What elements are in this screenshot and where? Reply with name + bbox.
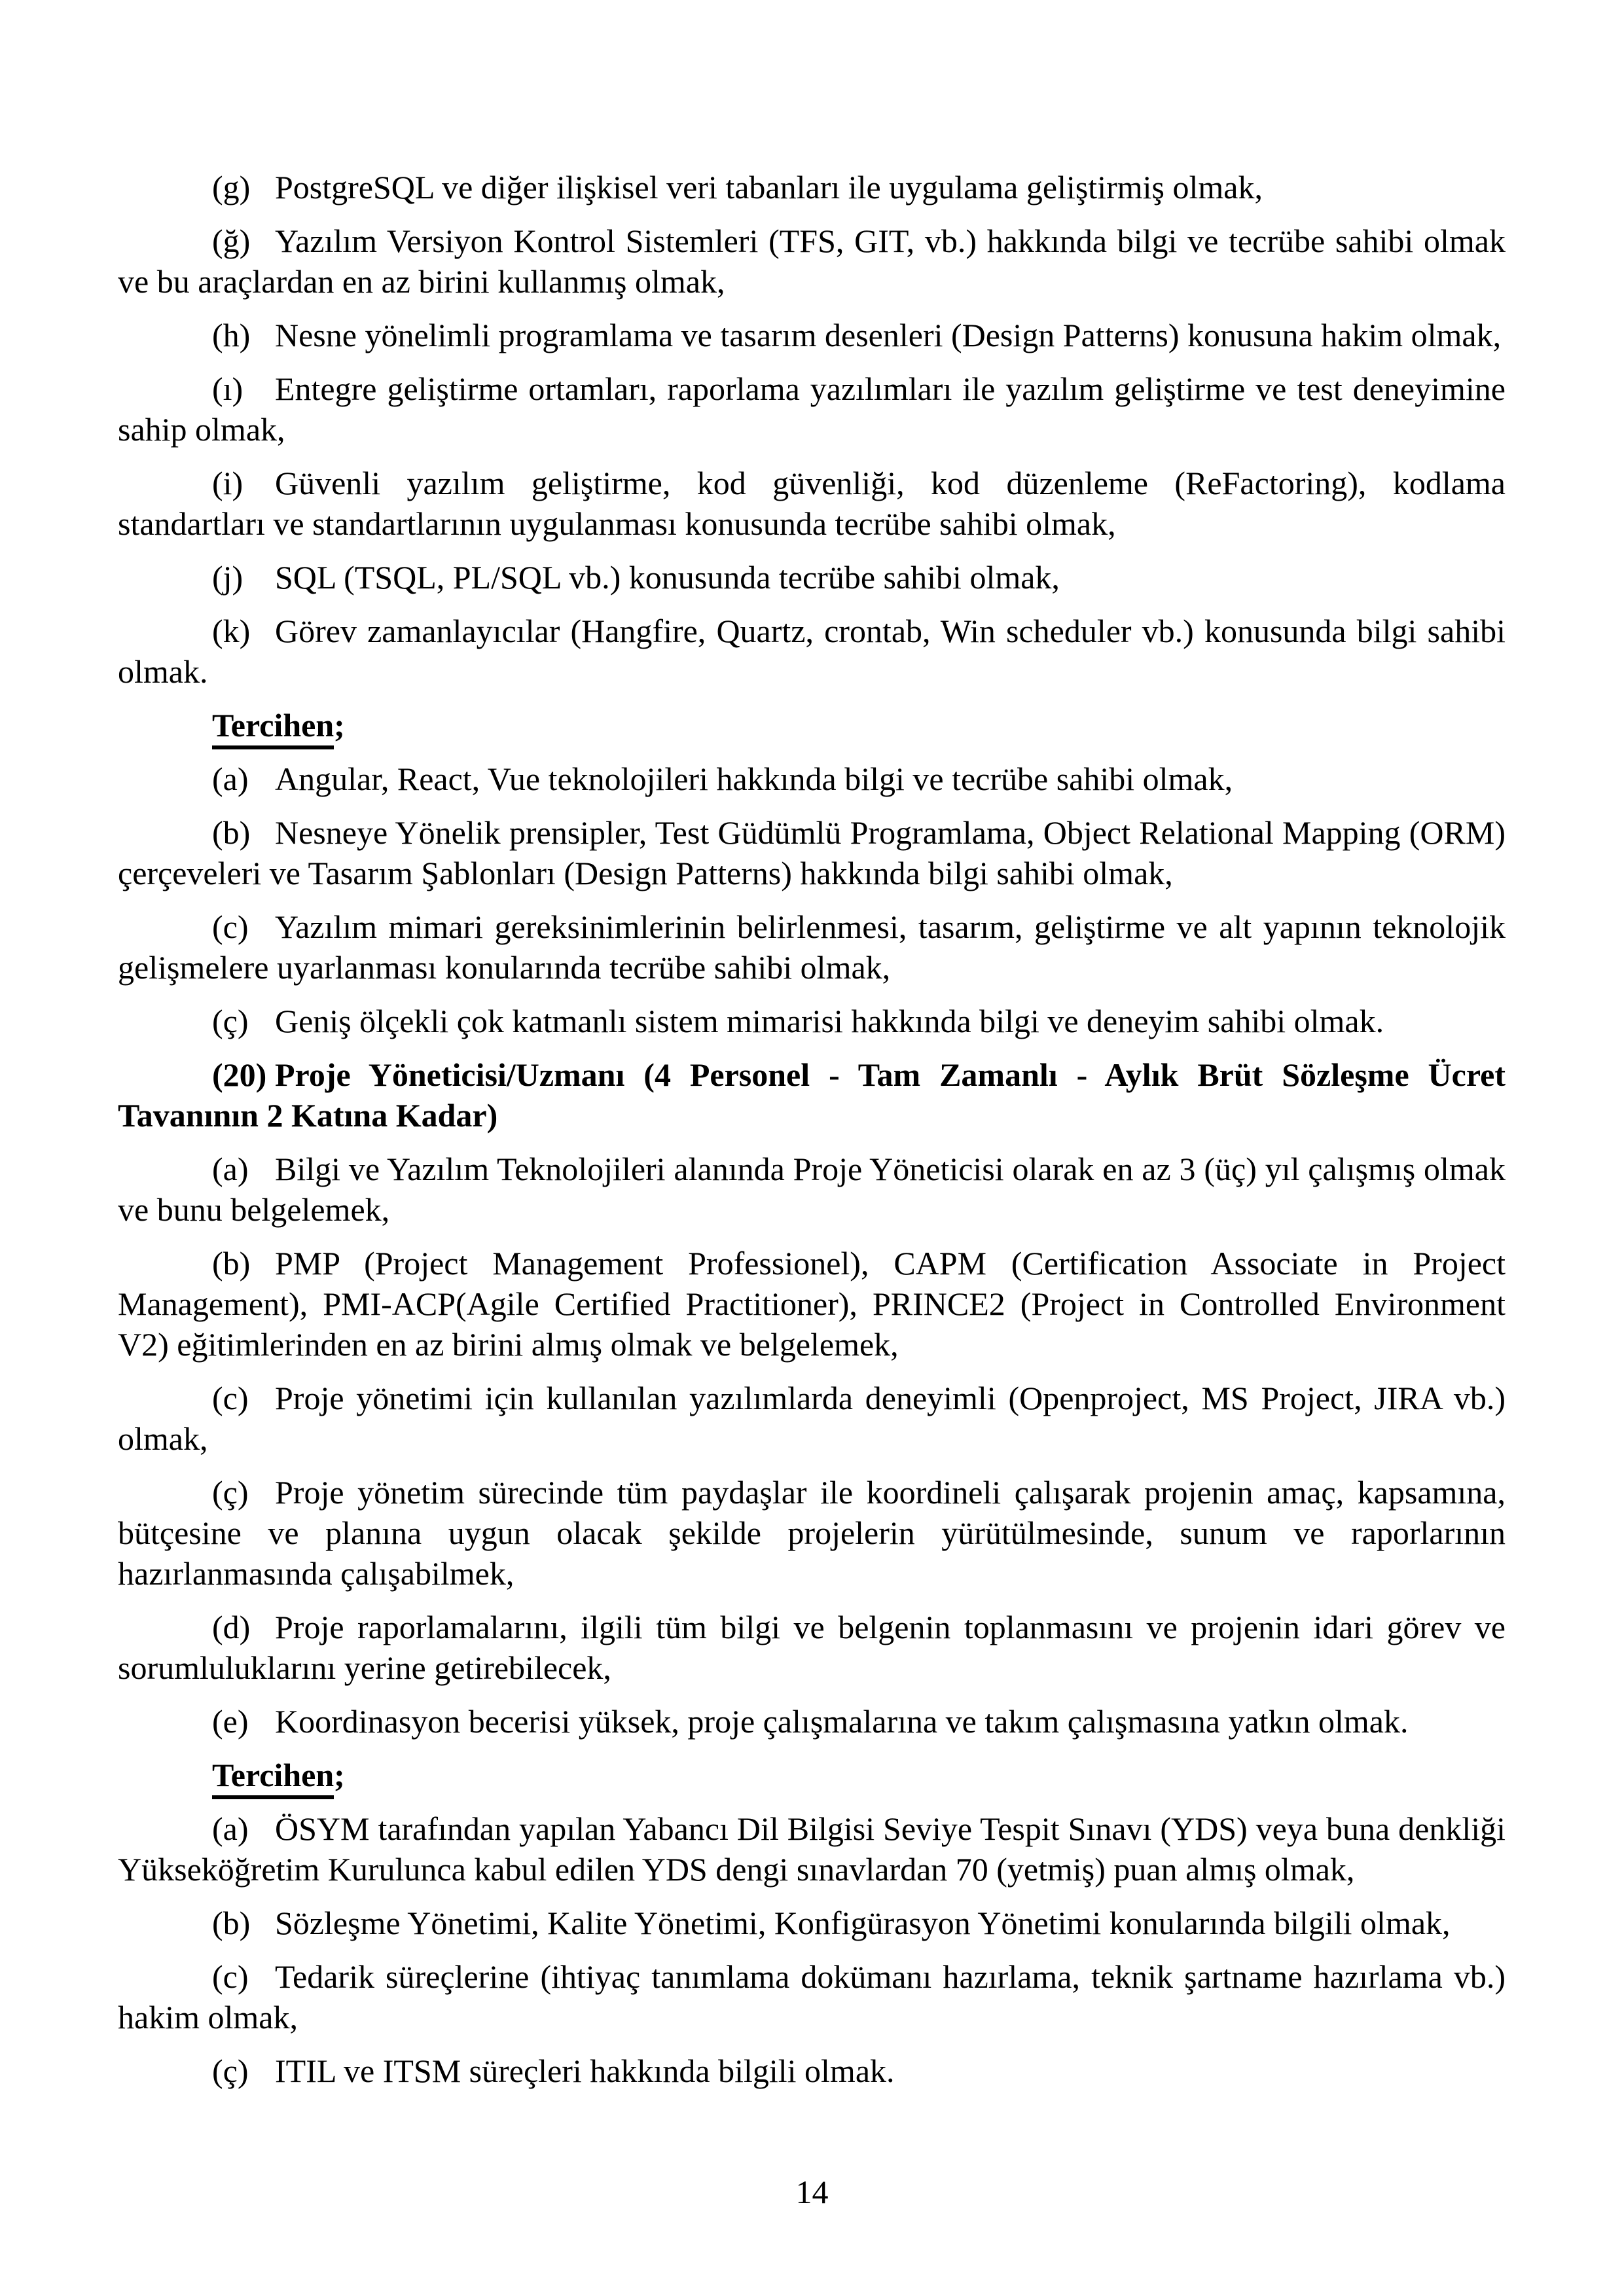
list-item [118, 221, 1506, 302]
item-text: Görev zamanlayıcılar (Hangfire, Quartz, crontab, Win scheduler vb.) konusunda bilgi sahibi olmak. [118, 613, 1506, 690]
list-item [118, 1149, 1506, 1230]
item-text: Geniş ölçekli çok katmanlı sistem mimarisi hakkında bilgi ve deneyim sahibi olmak. [275, 1003, 1384, 1039]
list-item [118, 315, 1506, 355]
list-item [118, 1378, 1506, 1459]
list-item [118, 1001, 1506, 1041]
item-text: Proje raporlamalarını, ilgili tüm bilgi ve belgenin toplanmasını ve projenin idari görev ve sorumluluklarını yerine getirebilecek, [118, 1609, 1506, 1686]
list-item [118, 368, 1506, 450]
item-marker: (ı) [212, 370, 244, 407]
list-item [118, 1607, 1506, 1688]
list-item [118, 1903, 1506, 1943]
item-text: PostgreSQL ve diğer ilişkisel veri tabanları ile uygulama geliştirmiş olmak, [275, 169, 1263, 206]
item-marker: (e) [212, 1703, 249, 1740]
item-text: Yazılım mimari gereksinimlerinin belirlenmesi, tasarım, geliştirme ve alt yapının teknolojik gelişmelere uyarlanması konularında tecrübe sahibi olmak, [118, 908, 1506, 986]
page-number: 14 [795, 2174, 829, 2210]
item-text: Sözleşme Yönetimi, Kalite Yönetimi, Konfigürasyon Yönetimi konularında bilgili olmak, [275, 1905, 1451, 1941]
item-marker: (ç) [212, 1003, 249, 1039]
position-heading-item [118, 1054, 1506, 1136]
item-marker: (i) [212, 465, 244, 501]
item-marker: (j) [212, 559, 244, 596]
item-marker: (ç) [212, 2053, 249, 2089]
item-marker: (ç) [212, 1474, 249, 1511]
item-marker: (a) [212, 761, 249, 797]
item-marker: (g) [212, 169, 251, 206]
item-marker: (a) [212, 1810, 249, 1847]
item-marker: (d) [212, 1609, 251, 1645]
list-item [118, 2051, 1506, 2091]
page-footer [0, 2172, 1624, 2212]
document-body [118, 167, 1506, 2091]
section-heading [118, 1755, 1506, 1795]
item-marker: (20) [212, 1056, 267, 1093]
item-text: Proje Yöneticisi/Uzmanı (4 Personel - Tam Zamanlı - Aylık Brüt Sözleşme Ücret Tavanının 2 Katına Kadar) [118, 1056, 1506, 1134]
list-item [118, 906, 1506, 988]
item-text: ITIL ve ITSM süreçleri hakkında bilgili olmak. [275, 2053, 895, 2089]
heading-text: Tercihen [212, 707, 334, 749]
list-item [118, 759, 1506, 799]
list-item [118, 1243, 1506, 1365]
list-item [118, 1956, 1506, 2037]
item-text: Tedarik süreçlerine (ihtiyaç tanımlama dokümanı hazırlama, teknik şartname hazırlama vb.) hakim olmak, [118, 1958, 1506, 2036]
item-marker: (h) [212, 317, 251, 353]
heading-suffix: ; [334, 1757, 345, 1793]
list-item [118, 1701, 1506, 1742]
item-marker: (ğ) [212, 223, 251, 259]
list-item [118, 1472, 1506, 1594]
item-text: Entegre geliştirme ortamları, raporlama yazılımları ile yazılım geliştirme ve test deneyimine sahip olmak, [118, 370, 1506, 448]
list-item [118, 812, 1506, 893]
list-item [118, 611, 1506, 692]
item-text: ÖSYM tarafından yapılan Yabancı Dil Bilgisi Seviye Tespit Sınavı (YDS) veya buna denkliği Yükseköğretim Kurulunca kabul edilen YDS dengi sınavlardan 70 (yetmiş) puan almış olmak, [118, 1810, 1506, 1888]
heading-suffix: ; [334, 707, 345, 744]
item-marker: (b) [212, 1905, 251, 1941]
item-text: Koordinasyon becerisi yüksek, proje çalışmalarına ve takım çalışmasına yatkın olmak. [275, 1703, 1409, 1740]
section-heading [118, 705, 1506, 745]
list-item [118, 557, 1506, 598]
item-marker: (c) [212, 1380, 249, 1416]
list-item [118, 167, 1506, 207]
item-text: Proje yönetimi için kullanılan yazılımlarda deneyimli (Openproject, MS Project, JIRA vb.) olmak, [118, 1380, 1506, 1457]
item-marker: (b) [212, 814, 251, 851]
item-text: Yazılım Versiyon Kontrol Sistemleri (TFS, GIT, vb.) hakkında bilgi ve tecrübe sahibi olmak ve bu araçlardan en az birini kullanmış olmak, [118, 223, 1506, 300]
item-text: Proje yönetim sürecinde tüm paydaşlar ile koordineli çalışarak projenin amaç, kapsamına, bütçesine ve planına uygun olacak şekilde projelerin yürütülmesinde, sunum ve raporlarının hazırlanmasında çalışabilmek, [118, 1474, 1506, 1592]
item-text: Nesneye Yönelik prensipler, Test Güdümlü Programlama, Object Relational Mapping (ORM) çerçeveleri ve Tasarım Şablonları (Design Patterns) hakkında bilgi sahibi olmak, [118, 814, 1506, 891]
item-marker: (b) [212, 1245, 251, 1282]
item-text: Güvenli yazılım geliştirme, kod güvenliği, kod düzenleme (ReFactoring), kodlama standartları ve standartlarının uygulanması konusunda tecrübe sahibi olmak, [118, 465, 1506, 542]
item-text: Nesne yönelimli programlama ve tasarım desenleri (Design Patterns) konusuna hakim olmak, [275, 317, 1502, 353]
item-marker: (k) [212, 613, 251, 649]
list-item [118, 1808, 1506, 1890]
item-marker: (a) [212, 1151, 249, 1187]
item-marker: (c) [212, 1958, 249, 1995]
item-text: PMP (Project Management Professionel), CAPM (Certification Associate in Project Management), PMI-ACP(Agile Certified Practitioner), PRINCE2 (Project in Controlled Environment V2) eğitimlerinden en az birini almış olmak ve belgelemek, [118, 1245, 1506, 1363]
item-marker: (c) [212, 908, 249, 945]
item-text: Angular, React, Vue teknolojileri hakkında bilgi ve tecrübe sahibi olmak, [275, 761, 1233, 797]
item-text: Bilgi ve Yazılım Teknolojileri alanında Proje Yöneticisi olarak en az 3 (üç) yıl çalışmış olmak ve bunu belgelemek, [118, 1151, 1506, 1228]
list-item [118, 463, 1506, 544]
heading-text: Tercihen [212, 1757, 334, 1799]
item-text: SQL (TSQL, PL/SQL vb.) konusunda tecrübe sahibi olmak, [275, 559, 1060, 596]
